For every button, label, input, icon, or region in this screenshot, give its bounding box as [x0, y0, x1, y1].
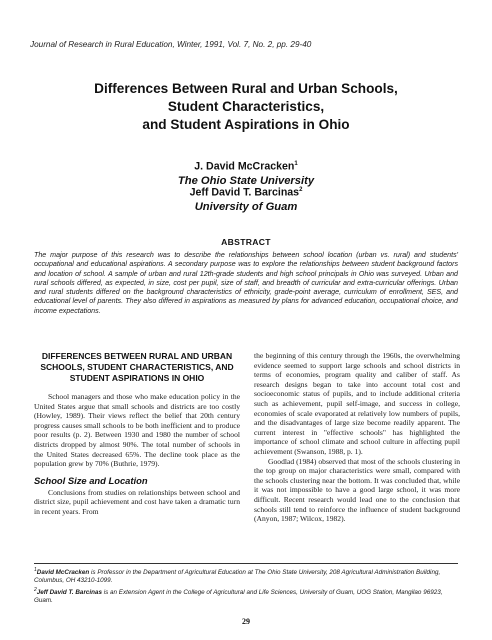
footnotes	[34, 566, 458, 605]
title-line: Differences Between Rural and Urban Schools,	[94, 81, 398, 96]
footnote-mark: 2	[34, 586, 37, 593]
paper-title	[20, 80, 472, 134]
author-block-2	[20, 183, 472, 214]
subsection-heading: School Size and Location	[34, 474, 148, 486]
footnote-text: is an Extension Agent in the College of Agricultural and Life Sciences, University of Guam, UOG Station, Mangilao 96923, Guam.	[34, 588, 443, 604]
title-line: and Student Aspirations in Ohio	[142, 117, 350, 132]
footnote-divider	[34, 563, 458, 564]
title-line: Student Characteristics,	[167, 99, 325, 114]
body-paragraph: Goodlad (1984) observed that most of the schools clustering in the top group on major characteristics were small, compared with the schools clustering near the bottom. It was concluded that, while it was not impossible to have a good large school, it was more difficult. Recent research would lead one to the conclusion that schools still tend to reinforce the influence of student background (Anyon, 1987; Wilcox, 1982).	[254, 456, 460, 524]
section-heading: DIFFERENCES BETWEEN RURAL AND URBAN SCHOOLS, STUDENT CHARACTERISTICS, AND STUDENT ASPIRATIONS IN OHIO	[40, 351, 234, 383]
footnote	[34, 586, 458, 606]
abstract-heading: ABSTRACT	[221, 237, 271, 247]
author-name: J. David McCracken	[194, 160, 295, 173]
footnote-text: is Professor in the Department of Agricultural Education at The Ohio State University, 208 Agricultural Administration Building, Columbus, OH 43210-1099.	[34, 569, 441, 585]
footnote-author: David McCracken	[36, 569, 90, 577]
author-affiliation: The Ohio State University	[177, 174, 315, 187]
body-paragraph: the beginning of this century through the 1960s, the overwhelming evidence seemed to support large schools and school districts in terms of economies, program quality and caliber of staff. As research designs began to take into account total cost and socioeconomic status of pupils, and to include additional criteria such as achievement, pupil self-image, and success in college, economies of scale evaporated at relatively low numbers of pupils, and the disadvantages of large size become readily apparent. The current interest in "effective schools" has highlighted the importance of school climate and school culture in affecting pupil achievement (Swanson, 1988, p. 1).	[254, 351, 460, 456]
author-footnote-mark: 1	[294, 161, 298, 167]
body-paragraph: Conclusions from studies on relationships between school and district size, pupil achievement and cost have taken a dramatic turn in recent years. From	[34, 487, 240, 516]
author-footnote-mark: 2	[299, 187, 303, 193]
body-paragraph: School managers and those who make education policy in the United States argue that small schools and districts are too costly (Howley, 1989). Their views reflect the belief that 20th century progress causes small schools to be both inefficient and to produce poor results (p. 2). Between 1930 and 1980 the number of school districts dropped by almost 90%. The total number of schools in the United States decreased 65%. The decline took place as the population grew by 70% (Buthrie, 1979).	[34, 392, 240, 469]
author-name: Jeff David T. Barcinas	[189, 186, 300, 199]
page-number: 29	[242, 617, 250, 626]
left-column	[34, 351, 240, 517]
abstract-text: The major purpose of this research was to describe the relationships between school location (urban vs. rural) and students' occupational and educational aspirations. A secondary purpose was to explore the relationships between student background factors and location of school. A sample of urban and rural 12th-grade students and high school principals in Ohio was surveyed. Urban and rural schools differed, as expected, in size, cost per pupil, size of staff, and breadth of curricular and extra-curricular offerings. Urban and rural students differed on the background characteristics of ethnicity, grade-point average, curriculum of enrollment, SES, and educational level of parents. They also differed in aspirations as measured by plans for advanced education, occupational choice, and income expectations.	[34, 251, 458, 315]
author-affiliation: University of Guam	[194, 200, 298, 213]
footnote-author: Jeff David T. Barcinas	[36, 588, 102, 596]
right-column	[254, 351, 460, 524]
journal-citation: Journal of Research in Rural Education, Winter, 1991, Vol. 7, No. 2, pp. 29-40	[30, 40, 312, 49]
footnote	[34, 566, 458, 586]
footnote-mark: 1	[34, 567, 37, 573]
